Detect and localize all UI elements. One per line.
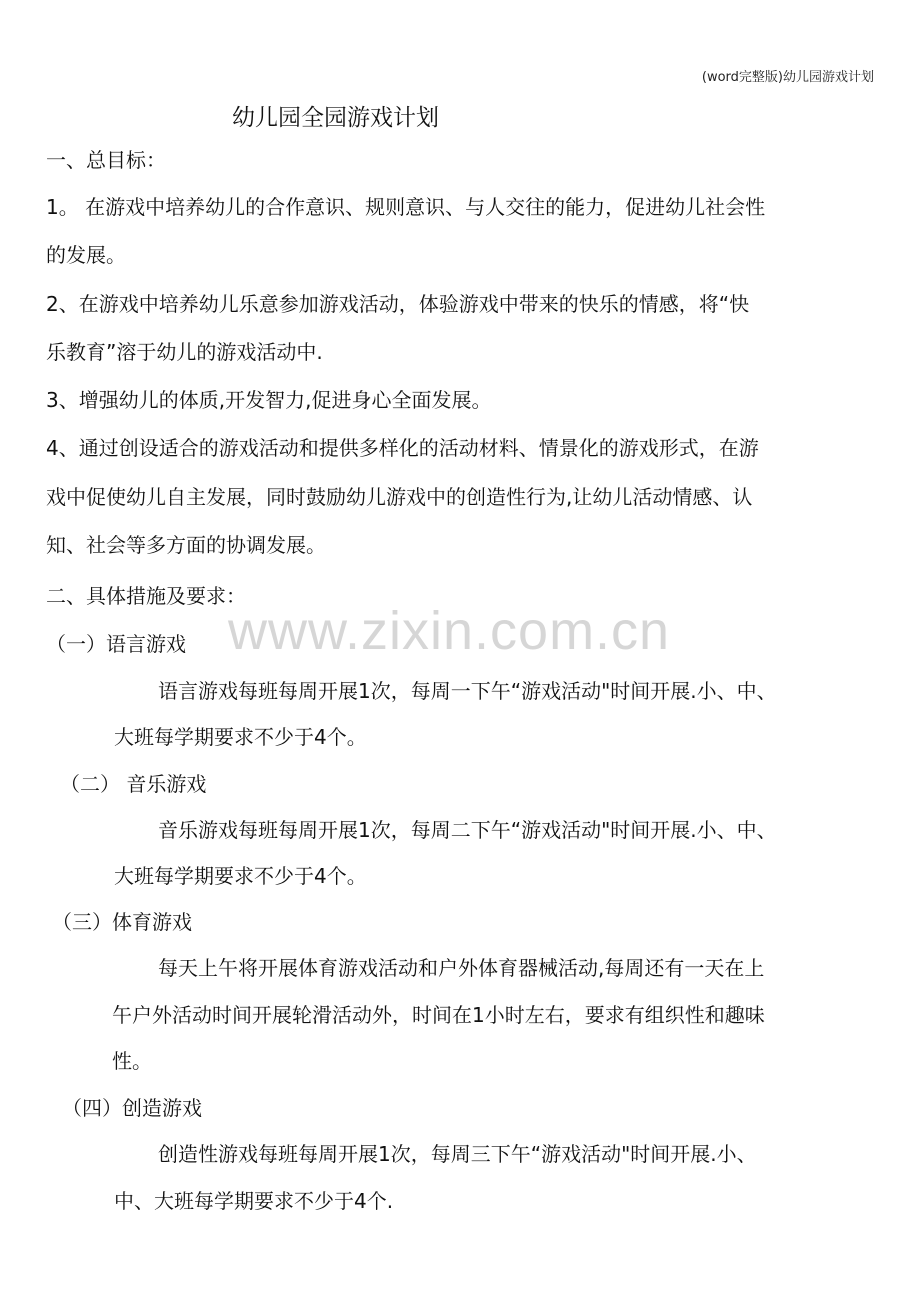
goal-4-line-2: 戏中促使幼儿自主发展，同时鼓励幼儿游戏中的创造性行为,让幼儿活动情感、认 bbox=[46, 485, 753, 509]
goal-3: 3、增强幼儿的体质,开发智力,促进身心全面发展。 bbox=[46, 388, 492, 412]
goal-1-line-1: 1。 在游戏中培养幼儿的合作意识、规则意识、与人交往的能力，促进幼儿社会性 bbox=[46, 195, 766, 219]
language-game-line-2: 大班每学期要求不少于4个。 bbox=[114, 725, 367, 749]
goal-2-line-1: 2、在游戏中培养幼儿乐意参加游戏活动，体验游戏中带来的快乐的情感，将“快 bbox=[46, 292, 750, 316]
document-title: 幼儿园全园游戏计划 bbox=[232, 105, 439, 131]
goal-2-line-2: 乐教育”溶于幼儿的游戏活动中. bbox=[46, 340, 323, 364]
music-game-heading: （二） 音乐游戏 bbox=[60, 772, 207, 796]
language-game-heading: （一）语言游戏 bbox=[46, 632, 186, 656]
page-header: (word完整版)幼儿园游戏计划 bbox=[701, 70, 874, 85]
creative-game-line-1: 创造性游戏每班每周开展1次，每周三下午“游戏活动"时间开展.小、 bbox=[158, 1142, 757, 1166]
creative-game-line-2: 中、大班每学期要求不少于4个. bbox=[114, 1189, 394, 1213]
pe-game-line-2: 午户外活动时间开展轮滑活动外，时间在1小时左右，要求有组织性和趣味 bbox=[112, 1003, 765, 1027]
music-game-line-2: 大班每学期要求不少于4个。 bbox=[114, 864, 367, 888]
pe-game-heading: （三）体育游戏 bbox=[52, 910, 192, 934]
watermark: www.zixin.com.cn bbox=[228, 601, 671, 661]
language-game-line-1: 语言游戏每班每周开展1次，每周一下午“游戏活动"时间开展.小、中、 bbox=[158, 679, 777, 703]
measures-heading: 二、具体措施及要求： bbox=[46, 584, 246, 608]
goal-1-line-2: 的发展。 bbox=[46, 243, 126, 267]
pe-game-line-3: 性。 bbox=[112, 1049, 152, 1073]
pe-game-line-1: 每天上午将开展体育游戏活动和户外体育器械活动,每周还有一天在上 bbox=[158, 956, 765, 980]
music-game-line-1: 音乐游戏每班每周开展1次，每周二下午“游戏活动"时间开展.小、中、 bbox=[158, 818, 777, 842]
goal-4-line-3: 知、社会等多方面的协调发展。 bbox=[46, 533, 326, 557]
goal-4-line-1: 4、通过创设适合的游戏活动和提供多样化的活动材料、情景化的游戏形式，在游 bbox=[46, 436, 759, 460]
creative-game-heading: （四）创造游戏 bbox=[62, 1096, 202, 1120]
goals-heading: 一、总目标： bbox=[46, 148, 166, 172]
